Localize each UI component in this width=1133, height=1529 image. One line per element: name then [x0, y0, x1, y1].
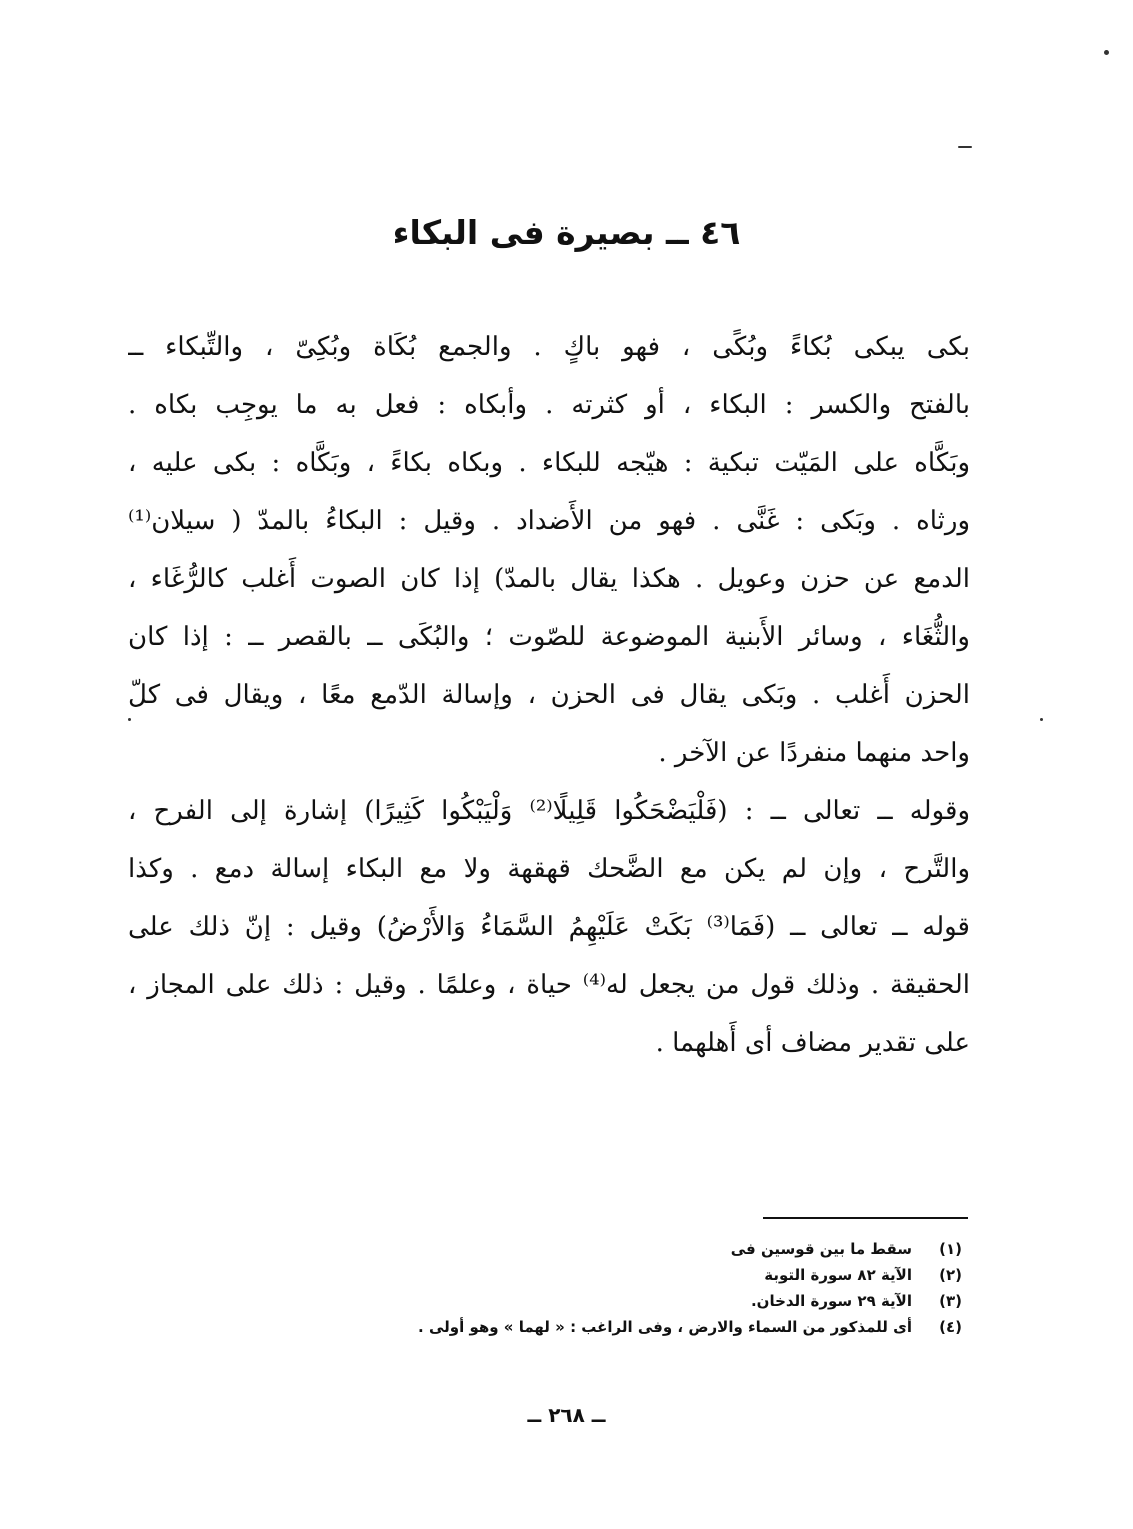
footnote-item [240, 1236, 962, 1262]
footnote-number: (٢) [939, 1266, 962, 1284]
text-line: الحقيقة . وذلك قول من يجعل له⁽⁴⁾ حياة ، وعلمًا . وقيل : ذلك على المجاز ، [128, 970, 970, 1000]
text-line: الدمع عن حزن وعويل . هكذا يقال بالمدّ) إذا كان الصوت أَغلب كالرُّغَاء ، [128, 564, 970, 594]
text-line: وقوله ــ تعالى ــ : (فَلْيَضْحَكُوا قَلِيلًا⁽²⁾ وَلْيَبْكُوا كَثِيرًا) إشارة إلى الفرح ، [128, 796, 970, 826]
footnote-text: الآية ٢٩ سورة الدخان. [750, 1292, 912, 1310]
text-line: قوله ــ تعالى ــ (فَمَا⁽³⁾ بَكَتْ عَلَيْهِمُ السَّمَاءُ وَالأَرْضُ) وقيل : إنّ ذلك على [128, 912, 970, 942]
footnote-number: (٤) [939, 1318, 962, 1336]
footnotes [240, 1236, 962, 1340]
footnote-item [240, 1262, 962, 1288]
footnote-item [240, 1288, 962, 1314]
scan-speck [1104, 50, 1109, 55]
footnote-text: سقط ما بين قوسين فى [730, 1240, 912, 1258]
scan-speck [128, 718, 131, 721]
chapter-title: ٤٦ ــ بصيرة فى البكاء [392, 213, 741, 252]
text-line: بالفتح والكسر : البكاء ، أو كثرته . وأبكاه : فعل به ما يوجِب بكاه . [128, 390, 970, 420]
footnote-number: (١) [939, 1240, 962, 1258]
text-line: واحد منهما منفردًا عن الآخر . [658, 738, 970, 768]
footnote-text: الآية ٨٢ سورة التوبة [764, 1266, 912, 1284]
text-line: على تقدير مضاف أى أَهلهما . [655, 1028, 970, 1058]
footnote-item [240, 1314, 962, 1340]
footnote-divider [763, 1217, 968, 1219]
main-text [128, 318, 970, 1072]
paragraph-1 [128, 318, 970, 782]
footnote-number: (٣) [939, 1292, 962, 1310]
text-line: والثُّغَاء ، وسائر الأَبنية الموضوعة للصّوت ؛ والبُكَى ــ بالقصر ــ : إذا كان [128, 622, 970, 652]
paragraph-2 [128, 782, 970, 1072]
text-line: بكى يبكى بُكاءً وبُكًى ، فهو باكٍ . والجمع بُكَاة وبُكِىّ ، والتِّبكاء ــ [128, 332, 970, 362]
text-line: وبَكَّاه على المَيّت تبكية : هيّجه للبكاء . وبكاه بكاءً ، وبَكَّاه : بكى عليه ، [128, 448, 970, 478]
scan-speck [958, 146, 972, 148]
text-line: ورثاه . وبَكى : غَنَّى . فهو من الأَضداد . وقيل : البكاءُ بالمدّ ( سيلان⁽¹⁾ [128, 506, 970, 536]
text-line: والتَّرح ، وإن لم يكن مع الضَّحك قهقهة ولا مع البكاء إسالة دمع . وكذا [128, 854, 970, 884]
footnote-text: أى للمذكور من السماء والارض ، وفى الراغب : « لهما » وهو أولى . [418, 1318, 912, 1336]
text-line: الحزن أَغلب . وبَكى يقال فى الحزن ، وإسالة الدّمع معًا ، ويقال فى كلّ [128, 680, 970, 710]
scan-speck [1040, 718, 1043, 721]
page-number: ــ ٢٦٨ ــ [527, 1403, 606, 1427]
